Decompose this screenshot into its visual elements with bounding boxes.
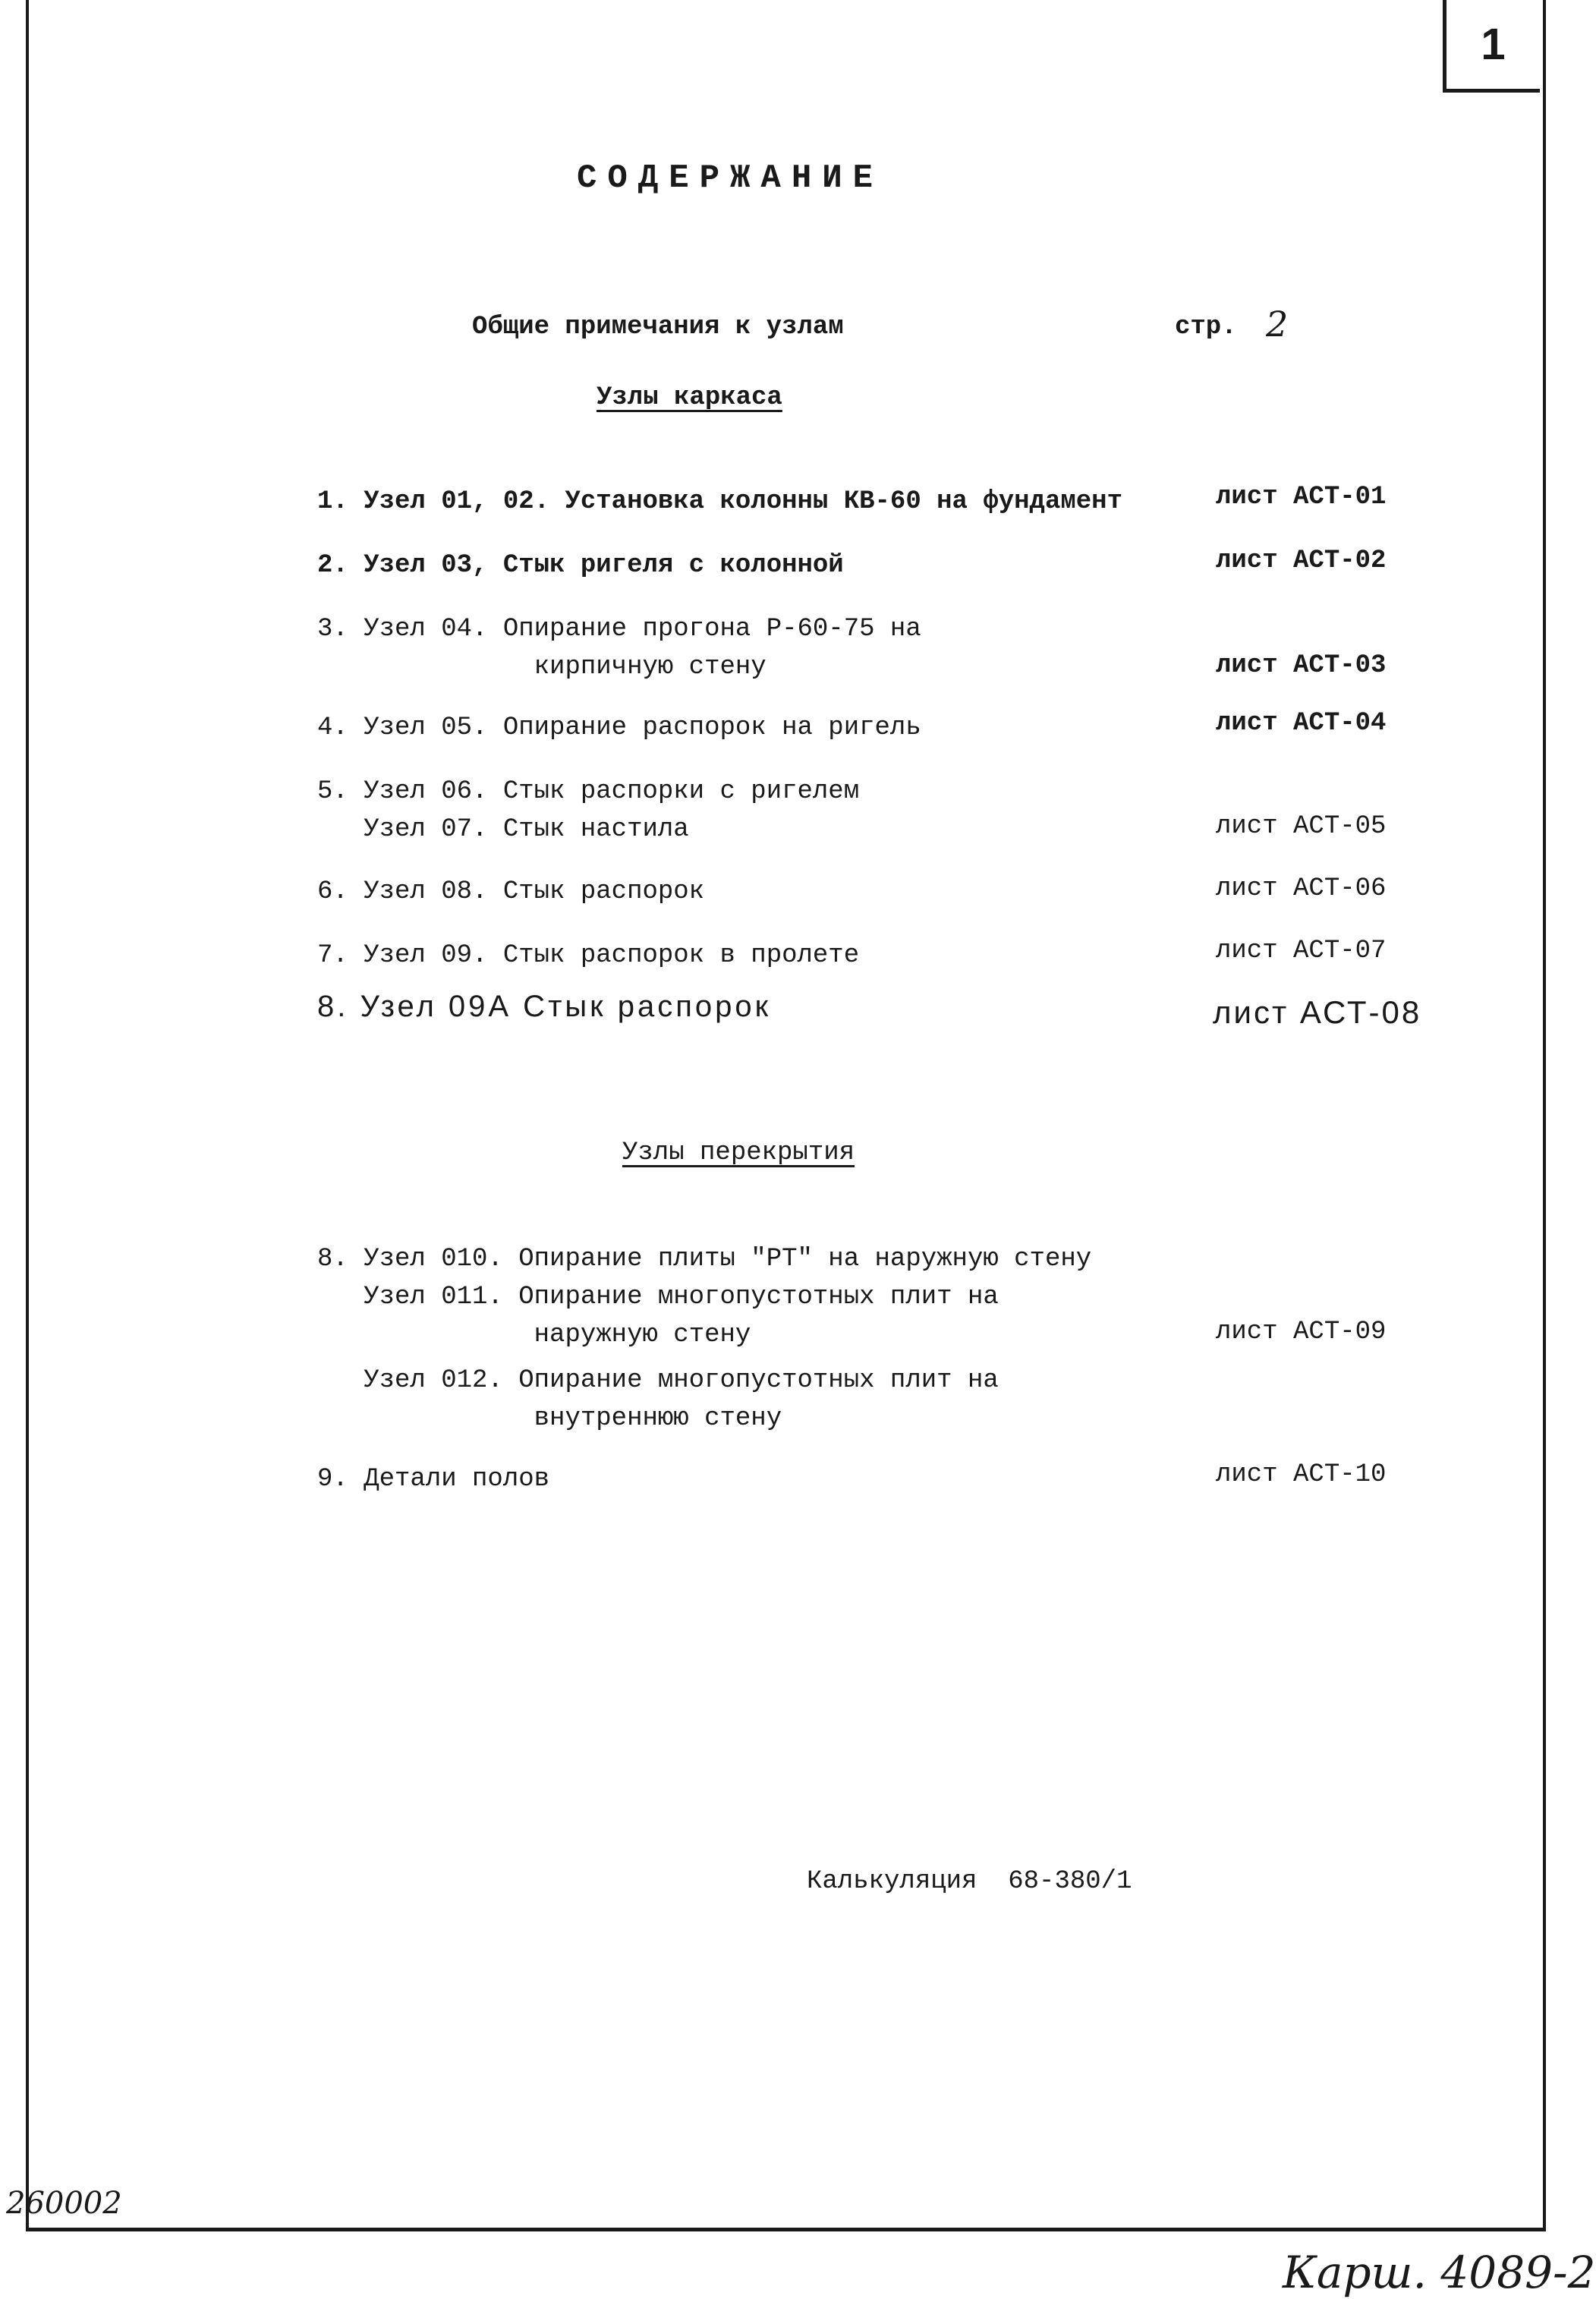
toc-entry-9-sheet: лист АСТ-09 [1216,1318,1387,1346]
toc-entry-2-line-1: 2. Узел 03, Стык ригеля с колонной [317,551,844,580]
toc-entry-8-line-1: 8. Узел 09А Стык распорок [317,990,772,1023]
toc-entry-1-sheet: лист АСТ-01 [1216,483,1387,512]
document-title: СОДЕРЖАНИЕ [577,159,884,197]
toc-entry-1-line-1: 1. Узел 01, 02. Установка колонны КВ-60 на фундамент [317,487,1122,516]
toc-entry-4-sheet: лист АСТ-04 [1216,709,1387,738]
archive-stamp: Карш. 4089-2 [1283,2247,1596,2298]
page-number: 1 [1481,20,1506,69]
toc-entry-3-sheet: лист АСТ-03 [1216,651,1387,680]
toc-entry-3-line-2: кирпичную стену [317,653,767,682]
toc-entry-3-line-1: 3. Узел 04. Опирание прогона Р-60-75 на [317,615,921,644]
toc-entry-9-line-5: внутреннюю стену [317,1404,782,1433]
toc-entry-8-sheet: лист АСТ-08 [1213,994,1422,1030]
general-notes-page-prefix: стр. [1175,313,1237,342]
page-number-box [1443,0,1540,93]
toc-entry-7-line-1: 7. Узел 09. Стык распорок в пролете [317,941,860,970]
toc-entry-9-line-1: 8. Узел 010. Опирание плиты "РТ" на наружную стену [317,1245,1092,1274]
toc-entry-5-line-2: Узел 07. Стык настила [317,815,689,844]
toc-entry-4-line-1: 4. Узел 05. Опирание распорок на ригель [317,713,921,742]
general-notes-label: Общие примечания к узлам [472,313,844,342]
calculation-reference: Калькуляция 68-380/1 [807,1867,1132,1896]
toc-entry-5-sheet: лист АСТ-05 [1216,812,1387,841]
section-heading-floor: Узлы перекрытия [622,1138,855,1167]
toc-entry-10-sheet: лист АСТ-10 [1216,1460,1387,1489]
toc-entry-7-sheet: лист АСТ-07 [1216,937,1387,965]
toc-entry-2-sheet: лист АСТ-02 [1216,546,1387,575]
toc-entry-6-sheet: лист АСТ-06 [1216,874,1387,903]
toc-entry-6-line-1: 6. Узел 08. Стык распорок [317,877,705,906]
toc-entry-10-line-1: 9. Детали полов [317,1465,550,1494]
toc-entry-5-line-1: 5. Узел 06. Стык распорки с ригелем [317,777,860,806]
toc-entry-9-line-2: Узел 011. Опирание многопустотных плит на [317,1283,999,1312]
inventory-number: 260002 [6,2186,122,2221]
toc-entry-9-line-4: Узел 012. Опирание многопустотных плит на [317,1366,999,1395]
section-heading-frame: Узлы каркаса [597,383,782,412]
toc-entry-9-line-3: наружную стену [317,1321,751,1349]
general-notes-page-number: 2 [1266,304,1289,345]
